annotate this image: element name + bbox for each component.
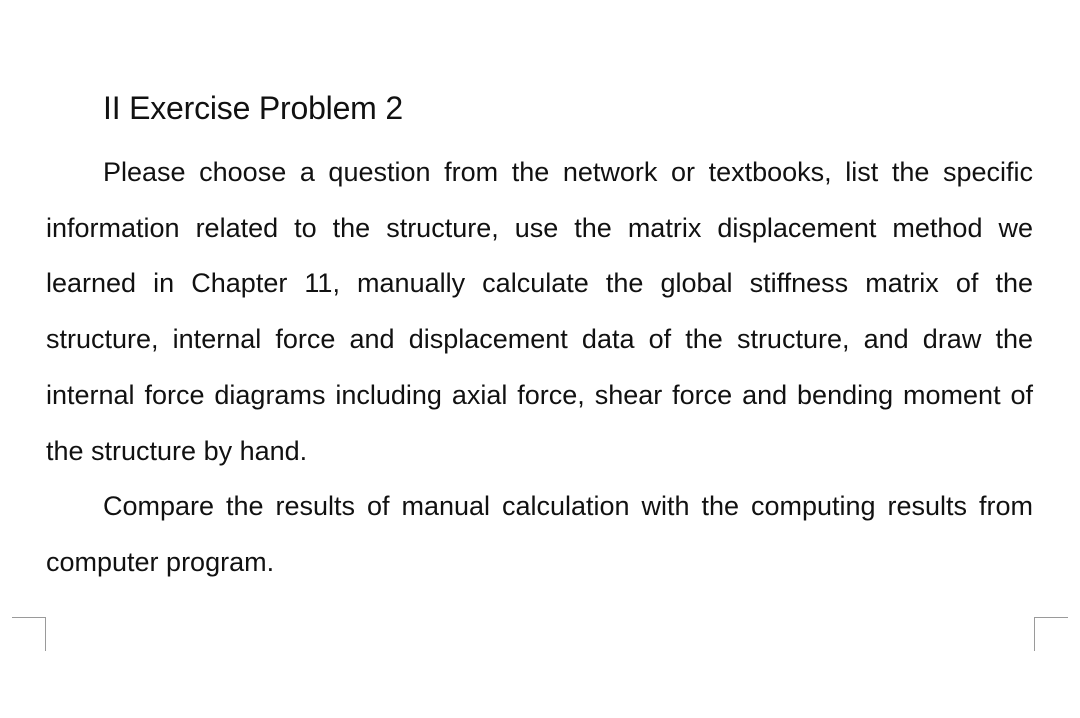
body-text (46, 145, 1033, 591)
paragraph-instructions: Please choose a question from the network or textbooks, list the specific information related to the structure, use the matrix displacement method we learned in Chapter 11, manually calculate the global stiffness matrix of the structure, internal force and displacement data of the structure, and draw the internal force diagrams including axial force, shear force and bending moment of the structure by hand. (46, 157, 1033, 466)
paragraph-comparison: Compare the results of manual calculation with the computing results from computer program. (46, 491, 1033, 577)
left-margin-corner-mark (12, 617, 46, 651)
right-margin-corner-mark (1034, 617, 1068, 651)
section-heading: II Exercise Problem 2 (103, 90, 403, 126)
